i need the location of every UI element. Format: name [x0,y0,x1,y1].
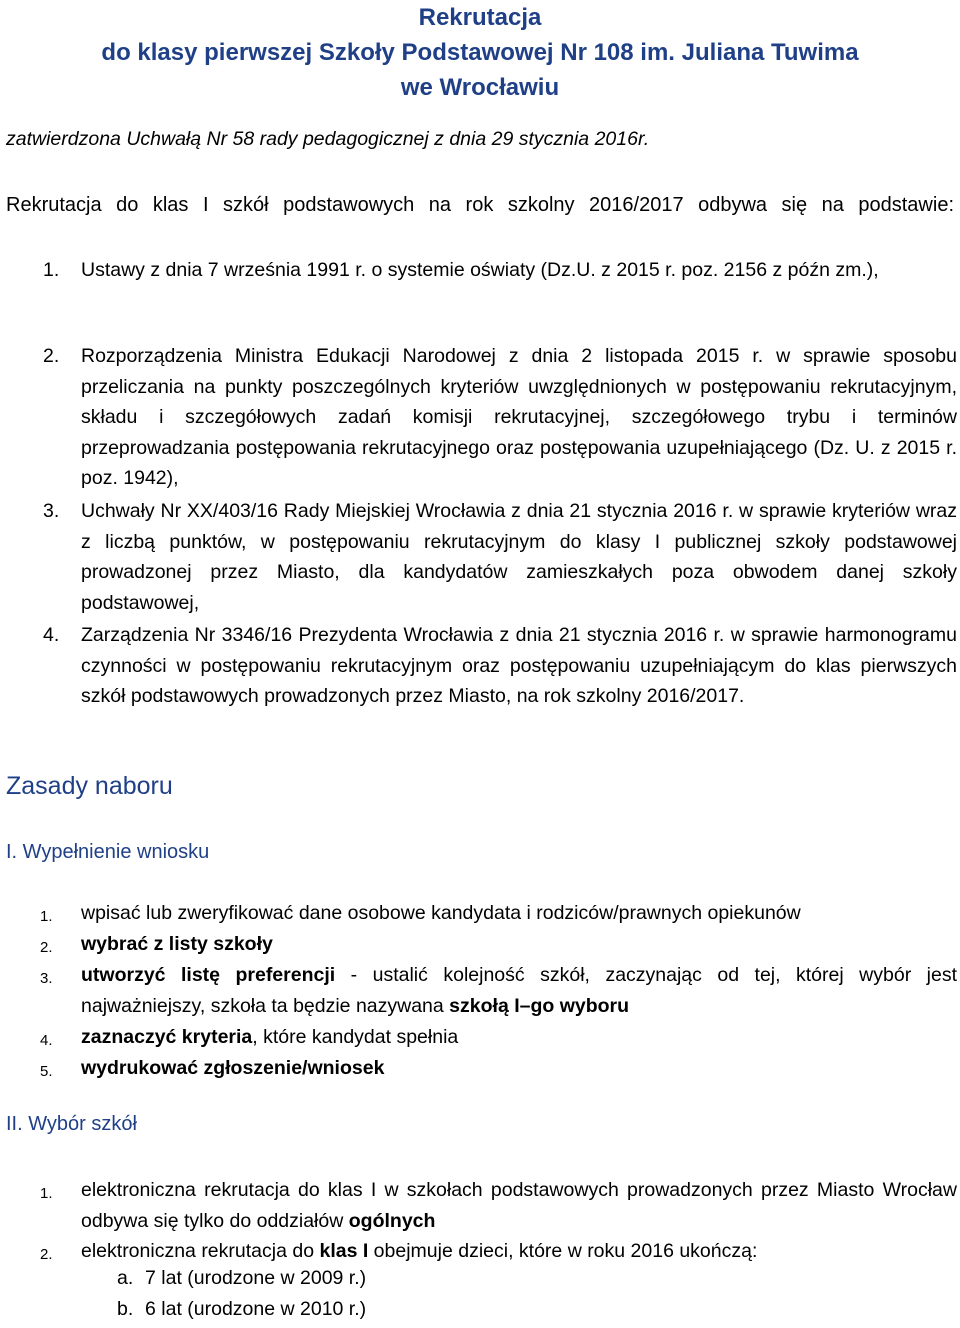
list-item-rest: elektroniczna rekrutacja do [81,1240,320,1262]
part1-heading: I. Wypełnienie wniosku [6,841,210,863]
legal-item-number: 3. [43,500,60,522]
list-item-text [81,1022,957,1053]
legal-item-text: Uchwały Nr XX/403/16 Rady Miejskiej Wrocławia z dnia 21 stycznia 2016 r. w sprawie kryteriów wraz z liczbą punktów, w postępowaniu rekrutacyjnym do klasy I publicznej szkoły podstawowej prowadzonej przez Miasto, dla kandydatów zamieszkałych poza obwodem danej szkoły podstawowej, [81,500,957,614]
legal-item-number: 2. [43,345,60,367]
list-item-rest: - ustalić kolejność szkół, zaczynając od tej, której wybór jest najważniejszy, szkoła ta będzie nazywana [81,964,958,1017]
sub-list-text: 7 lat (urodzone w 2009 r.) [145,1267,367,1289]
list-item-number: 5. [40,1063,53,1080]
legal-item-number: 1. [43,259,60,281]
legal-item-text: Rozporządzenia Ministra Edukacji Narodowej z dnia 2 listopada 2015 r. w sprawie sposobu przeliczania na punkty poszczególnych kryteriów uwzględnionych w postępowaniu rekrutacyjnym, składu i szczegółowych zadań komisji rekrutacyjnej, szczegółowego trybu i terminów przeprowadzania postępowania rekrutacyjnego oraz postępowania uzupełniającego (Dz. U. z 2015 r. poz. 1942), [81,345,957,489]
page-subtitle-city: we Wrocławiu [400,74,560,101]
list-item-rest: obejmuje dzieci, które w roku 2016 ukończą: [368,1240,758,1262]
list-item [0,929,960,960]
legal-item [0,341,960,493]
section-heading: Zasady naboru [6,772,173,800]
list-item-text: wpisać lub zweryfikować dane osobowe kandydata i rodziców/prawnych opiekunów [81,902,801,924]
list-item-text: wydrukować zgłoszenie/wniosek [81,1057,385,1079]
list-item [0,898,960,929]
list-item [0,960,960,1022]
list-item-text [81,1236,957,1267]
list-item-bold: ogólnych [348,1209,436,1232]
list-item-text: wybrać z listy szkoły [81,933,273,955]
legal-item [0,620,960,742]
page-title: Rekrutacja [418,4,542,31]
legal-item [0,496,960,618]
list-item [0,1236,960,1267]
sub-list-text: 6 lat (urodzone w 2010 r.) [145,1298,367,1320]
legal-item-number: 4. [43,624,60,646]
lead-paragraph: Rekrutacja do klas I szkół podstawowych na rok szkolny 2016/2017 odbywa się na podstawie: [6,194,954,216]
part2-heading: II. Wybór szkół [6,1113,137,1135]
list-item [0,1175,960,1237]
page-subtitle: do klasy pierwszej Szkoły Podstawowej Nr 108 im. Juliana Tuwima [101,39,859,66]
legal-item [0,255,960,315]
list-item [0,1053,960,1084]
list-item-bold: zaznaczyć kryteria [81,1026,253,1048]
list-item-rest: , które kandydat spełnia [252,1026,459,1048]
approval-note: zatwierdzona Uchwałą Nr 58 rady pedagogicznej z dnia 29 stycznia 2016r. [6,128,650,150]
sub-list-letter: b. [117,1298,134,1320]
sub-list-item [0,1267,960,1298]
list-item [0,1022,960,1053]
list-item-text [81,1175,957,1236]
list-item-bold: klas I [319,1240,369,1262]
list-item-number: 4. [40,1032,53,1049]
legal-item-text: Zarządzenia Nr 3346/16 Prezydenta Wrocławia z dnia 21 stycznia 2016 r. w sprawie harmonogramu czynności w postępowaniu rekrutacyjnym oraz postępowaniu uzupełniającym do klas pierwszych szkół podstawowych prowadzonych przez Miasto, na rok szkolny 2016/2017. [81,624,957,707]
list-item-bold: utworzyć listę preferencji [81,964,336,986]
sub-list-item [0,1298,960,1328]
sub-list-letter: a. [117,1267,134,1289]
list-item-number: 2. [40,939,53,956]
list-item-text [81,960,957,1021]
list-item-number: 3. [40,970,53,987]
list-item-rest: elektroniczna rekrutacja do klas I w szkołach podstawowych prowadzonych przez Miasto Wrocław odbywa się tylko do oddziałów [81,1179,957,1232]
list-item-number: 1. [40,1185,53,1202]
list-item-number: 2. [40,1246,53,1263]
list-item-number: 1. [40,908,53,925]
legal-item-text: Ustawy z dnia 7 września 1991 r. o systemie oświaty (Dz.U. z 2015 r. poz. 2156 z późn zm.), [81,259,879,281]
list-item-bold: szkołą I–go wyboru [449,994,630,1017]
